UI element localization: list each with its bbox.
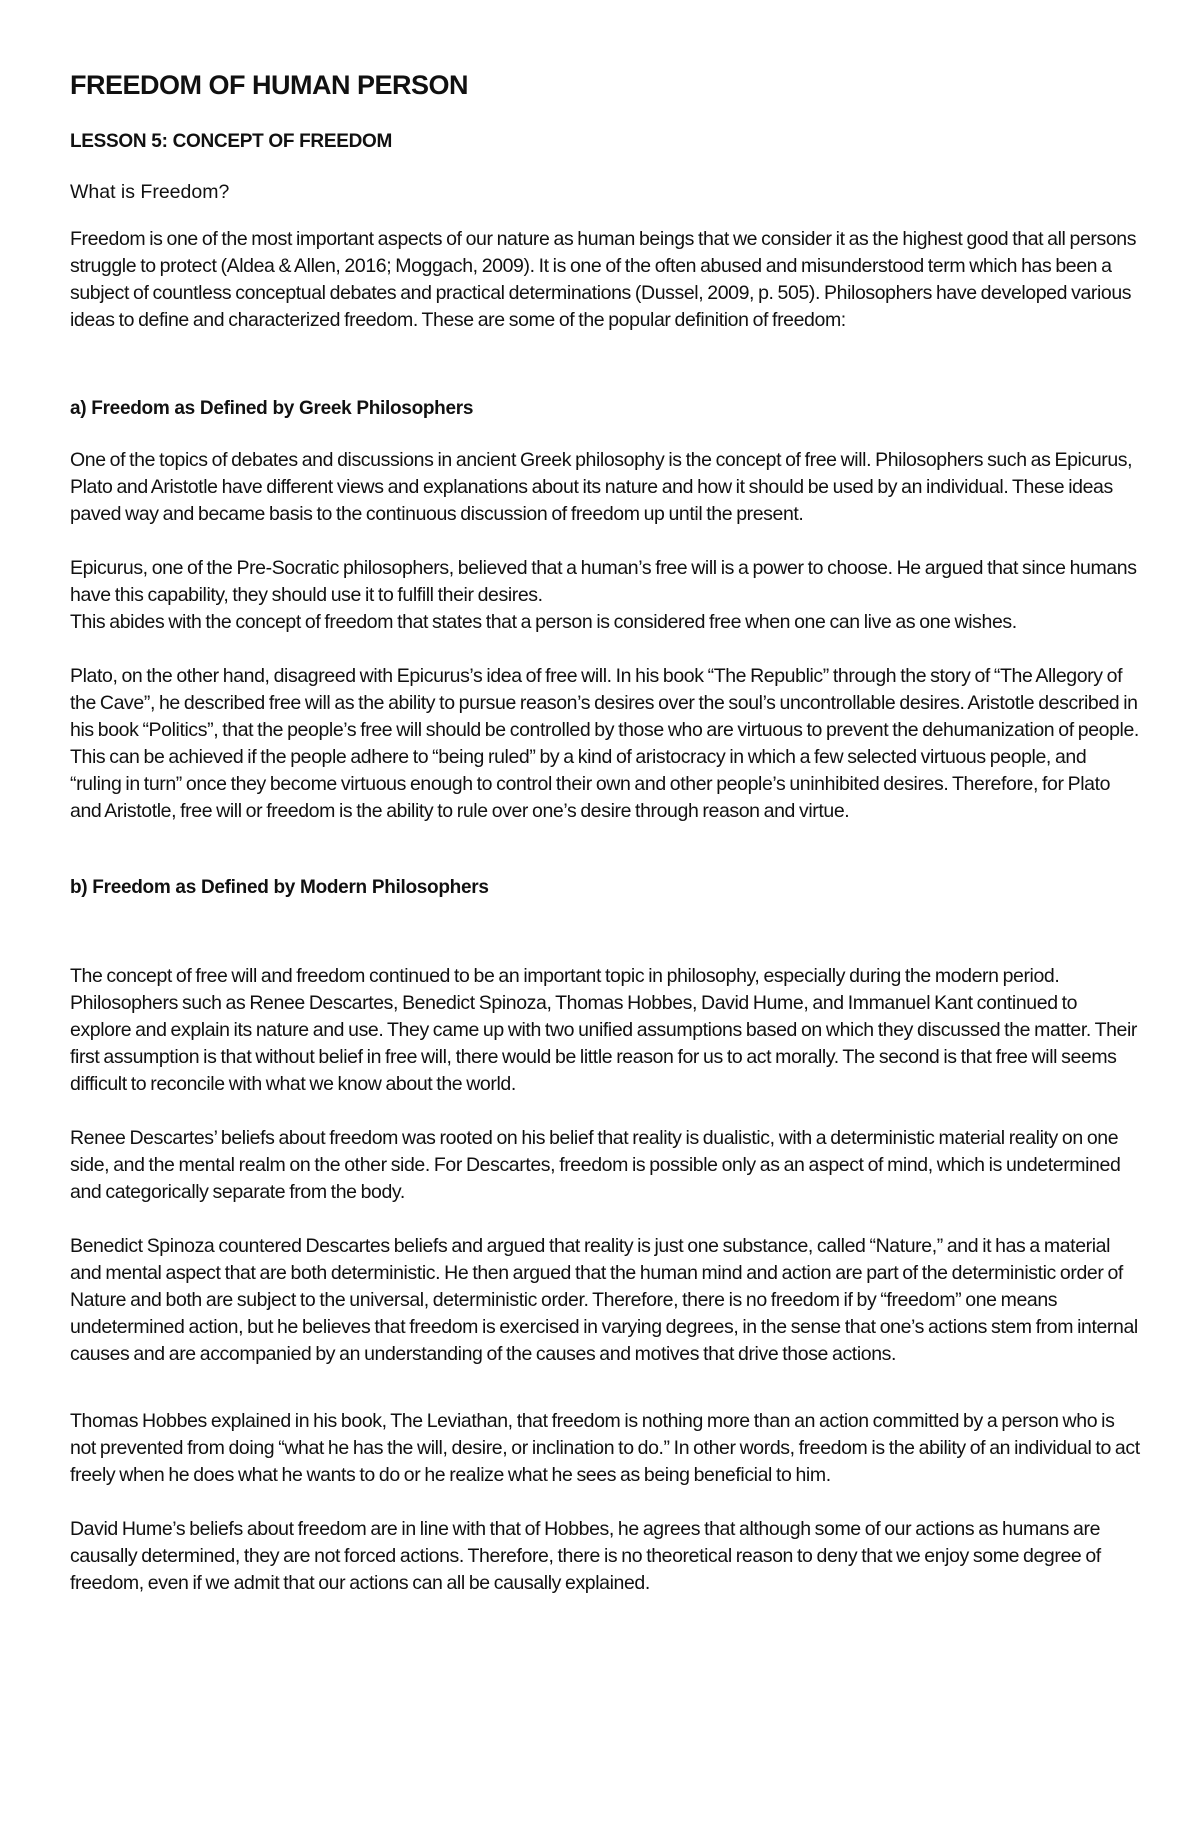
lesson-title: LESSON 5: CONCEPT OF FREEDOM (70, 131, 393, 152)
section-a-paragraph-1: One of the topics of debates and discussions in ancient Greek philosophy is the concept of free will. Philosophers such as Epicurus, Plato and Aristotle have different views and explanations about its nature and how it should be used by an individual. These ideas paved way and became basis to the continuous discussion of freedom up until the present. (70, 449, 1133, 525)
section-b-paragraph-4: Thomas Hobbes explained in his book, The Leviathan, that freedom is nothing more than an action committed by a person who is not prevented from doing “what he has the will, desire, or inclination to do.” In other words, freedom is the ability of an individual to act freely when he does what he wants to do or he realize what he sees as being beneficial to him. (70, 1410, 1140, 1486)
document-title: FREEDOM OF HUMAN PERSON (70, 70, 469, 100)
section-a-paragraph-2a: Epicurus, one of the Pre-Socratic philosophers, believed that a human’s free will is a power to choose. He argued that since humans have this capability, they should use it to fulfill their desires. (70, 557, 1137, 606)
section-b-paragraph-2: Renee Descartes’ beliefs about freedom was rooted on his belief that reality is dualistic, with a deterministic material reality on one side, and the mental realm on the other side. For Descartes, freedom is possible only as an aspect of mind, which is undetermined and categorically separate from the body. (70, 1127, 1121, 1203)
section-a-heading: a) Freedom as Defined by Greek Philosophers (70, 398, 474, 419)
section-b-paragraph-5: David Hume’s beliefs about freedom are in line with that of Hobbes, he agrees that although some of our actions as humans are causally determined, they are not forced actions. Therefore, there is no theoretical reason to deny that we enjoy some degree of freedom, even if we admit that our actions can all be causally explained. (70, 1518, 1101, 1594)
section-b-paragraph-1: The concept of free will and freedom continued to be an important topic in philosophy, especially during the modern period. Philosophers such as Renee Descartes, Benedict Spinoza, Thomas Hobbes, David Hume, and Immanuel Kant continued to explore and explain its nature and use. They came up with two unified assumptions based on which they discussed the matter. Their first assumption is that without belief in free will, there would be little reason for us to act morally. The second is that free will seems difficult to reconcile with what we know about the world. (70, 965, 1137, 1095)
section-b-heading: b) Freedom as Defined by Modern Philosophers (70, 877, 489, 898)
section-b-paragraph-3: Benedict Spinoza countered Descartes beliefs and argued that reality is just one substance, called “Nature,” and it has a material and mental aspect that are both deterministic. He then argued that the human mind and action are part of the deterministic order of Nature and both are subject to the universal, deterministic order. Therefore, there is no freedom if by “freedom” one means undetermined action, but he believes that freedom is exercised in varying degrees, in the sense that one’s actions stem from internal causes and are accompanied by an understanding of the causes and motives that drive those actions. (70, 1235, 1138, 1365)
section-a-paragraph-2b: This abides with the concept of freedom that states that a person is considered free when one can live as one wishes. (70, 611, 1017, 633)
question-heading: What is Freedom? (70, 181, 230, 203)
document-page (70, 70, 1140, 1597)
section-a-paragraph-3: Plato, on the other hand, disagreed with Epicurus’s idea of free will. In his book “The Republic” through the story of “The Allegory of the Cave”, he described free will as the ability to pursue reason’s desires over the soul’s uncontrollable desires. Aristotle described in his book “Politics”, that the people’s free will should be controlled by those who are virtuous to prevent the dehumanization of people. This can be achieved if the people adhere to “being ruled” by a kind of aristocracy in which a few selected virtuous people, and “ruling in turn” once they become virtuous enough to control their own and other people’s uninhibited desires. Therefore, for Plato and Aristotle, free will or freedom is the ability to rule over one’s desire through reason and virtue. (70, 665, 1139, 822)
intro-paragraph: Freedom is one of the most important aspects of our nature as human beings that we consider it as the highest good that all persons struggle to protect (Aldea & Allen, 2016; Moggach, 2009). It is one of the often abused and misunderstood term which has been a subject of countless conceptual debates and practical determinations (Dussel, 2009, p. 505). Philosophers have developed various ideas to define and characterized freedom. These are some of the popular definition of freedom: (70, 228, 1137, 331)
